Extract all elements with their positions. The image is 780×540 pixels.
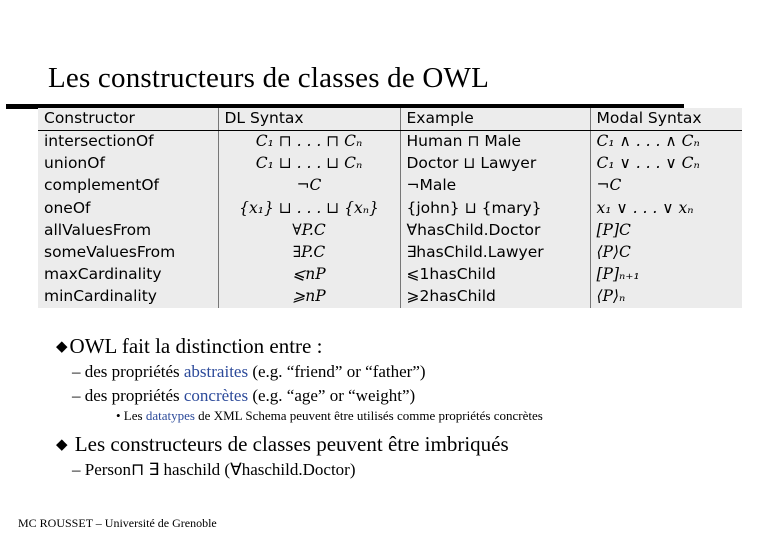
- cell-example: Human ⊓ Male: [400, 130, 590, 153]
- cell-constructor: intersectionOf: [44, 132, 154, 151]
- header-dl-syntax: DL Syntax: [218, 108, 400, 130]
- highlight-datatypes: datatypes: [145, 408, 195, 423]
- cell-constructor: minCardinality: [44, 287, 157, 306]
- table-row: [38, 130, 742, 153]
- sub-bullet-concrete: [72, 386, 415, 406]
- table-row: [38, 153, 742, 175]
- cell-constructor: complementOf: [44, 176, 159, 195]
- cell-modal-syntax: C₁ ∧ . . . ∧ Cₙ: [590, 130, 742, 153]
- sub-bullet-abstract: [72, 362, 426, 382]
- table-row: [38, 219, 742, 241]
- bullet-text: OWL fait la distinction entre :: [69, 334, 323, 358]
- cell-constructor: allValuesFrom: [44, 220, 152, 239]
- header-modal-syntax: Modal Syntax: [590, 108, 742, 130]
- constructors-table: [38, 108, 742, 308]
- slide-title: Les constructeurs de classes de OWL: [48, 62, 490, 94]
- cell-modal-syntax: ¬C: [590, 175, 742, 197]
- sub-sub-bullet-datatypes: [116, 408, 543, 424]
- cell-example: ⩽1hasChild: [400, 264, 590, 286]
- cell-modal-syntax: ⟨P⟩ₙ: [590, 286, 742, 308]
- table-row: [38, 197, 742, 219]
- table-row: [38, 241, 742, 263]
- header-example: Example: [400, 108, 590, 130]
- cell-dl-syntax: ∃P.C: [218, 241, 400, 263]
- sub-sub-suffix: de XML Schema peuvent être utilisés comme propriétés concrètes: [194, 408, 543, 423]
- cell-modal-syntax: x₁ ∨ . . . ∨ xₙ: [590, 197, 742, 219]
- cell-example: ∃hasChild.Lawyer: [400, 241, 590, 263]
- cell-dl-syntax: {x₁} ⊔ . . . ⊔ {xₙ}: [218, 197, 400, 219]
- table-row: [38, 264, 742, 286]
- cell-constructor: maxCardinality: [44, 265, 162, 284]
- sub-sub-prefix: • Les: [116, 408, 146, 423]
- cell-modal-syntax: [P]ₙ₊₁: [590, 264, 742, 286]
- bullet-text: Les constructeurs de classes peuvent être imbriqués: [69, 432, 509, 456]
- highlight-abstraites: abstraites: [183, 362, 249, 381]
- cell-example: Doctor ⊔ Lawyer: [400, 153, 590, 175]
- bullet-owl-distinction: [56, 334, 322, 359]
- bullet-nested-constructors: [56, 432, 509, 457]
- cell-modal-syntax: ⟨P⟩C: [590, 241, 742, 263]
- sub-bullet-prefix: – des propriétés: [72, 362, 184, 381]
- cell-constructor: unionOf: [44, 154, 105, 173]
- sub-bullet-example: – Person⊓ ∃ haschild (∀haschild.Doctor): [72, 460, 356, 479]
- cell-constructor: someValuesFrom: [44, 242, 176, 261]
- cell-dl-syntax: C₁ ⊔ . . . ⊔ Cₙ: [218, 153, 400, 175]
- cell-example: ⩾2hasChild: [400, 286, 590, 308]
- cell-example: {john} ⊔ {mary}: [400, 197, 590, 219]
- cell-dl-syntax: ∀P.C: [218, 219, 400, 241]
- cell-modal-syntax: [P]C: [590, 219, 742, 241]
- cell-example: ¬Male: [400, 175, 590, 197]
- cell-example: ∀hasChild.Doctor: [400, 219, 590, 241]
- footer-author: MC ROUSSET – Université de Grenoble: [18, 516, 217, 530]
- sub-bullet-prefix: – des propriétés: [72, 386, 184, 405]
- header-constructor: Constructor: [38, 108, 218, 130]
- table-header-row: [38, 108, 742, 130]
- cell-dl-syntax: ⩾nP: [218, 286, 400, 308]
- sub-bullet-suffix: (e.g. “age” or “weight”): [248, 386, 416, 405]
- cell-dl-syntax: ¬C: [218, 175, 400, 197]
- highlight-concretes: concrètes: [183, 386, 249, 405]
- table-row: [38, 175, 742, 197]
- table-row: [38, 286, 742, 308]
- cell-constructor: oneOf: [44, 198, 91, 217]
- diamond-bullet-icon: ◆: [56, 437, 68, 453]
- sub-bullet-suffix: (e.g. “friend” or “father”): [248, 362, 426, 381]
- cell-dl-syntax: C₁ ⊓ . . . ⊓ Cₙ: [218, 130, 400, 153]
- cell-dl-syntax: ⩽nP: [218, 264, 400, 286]
- diamond-bullet-icon: ◆: [56, 339, 68, 355]
- cell-modal-syntax: C₁ ∨ . . . ∨ Cₙ: [590, 153, 742, 175]
